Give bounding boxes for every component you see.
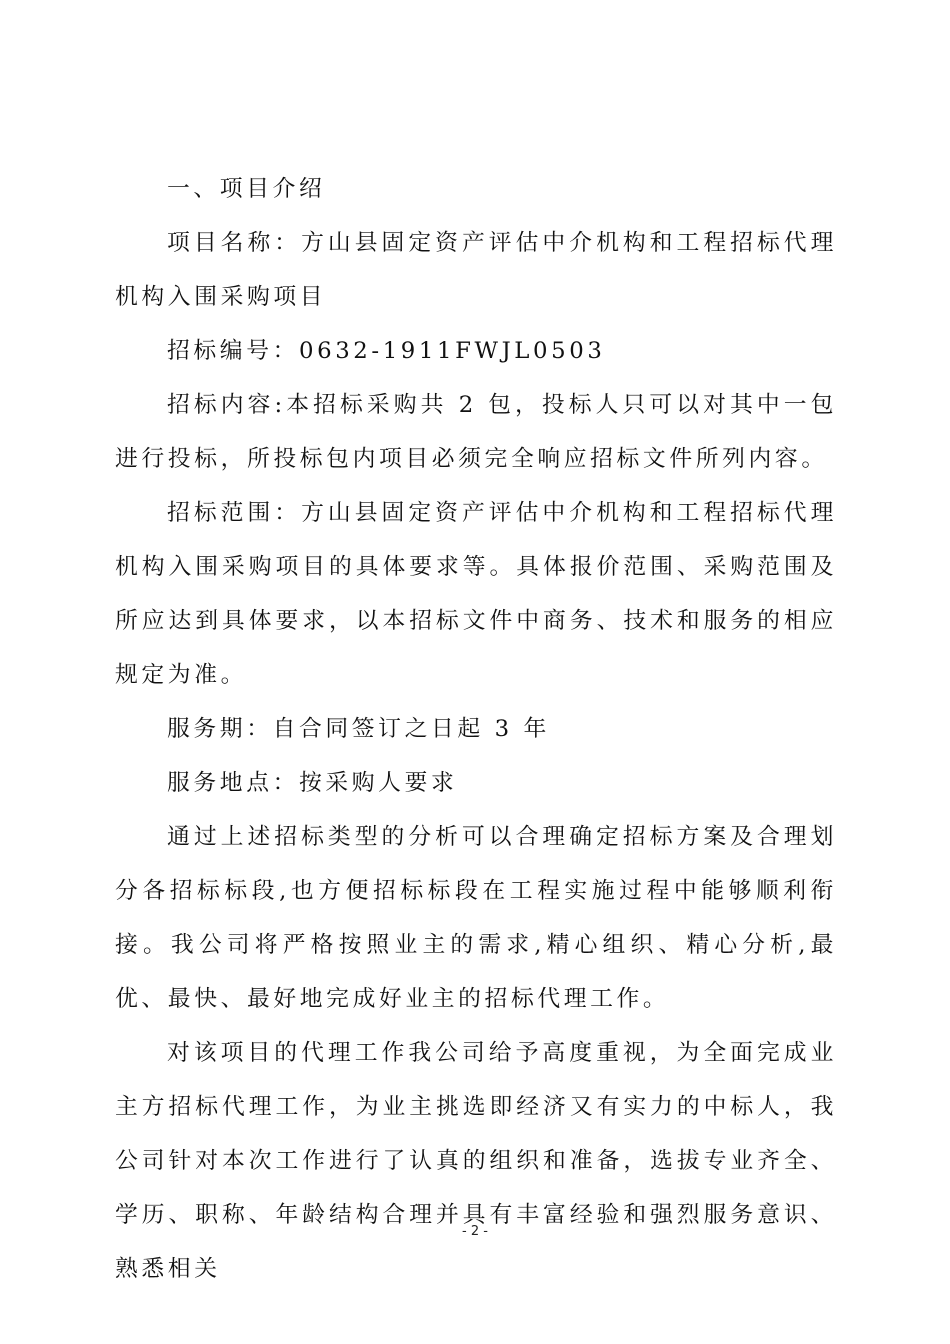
section-heading: 一、项目介绍: [167, 176, 326, 202]
paragraph-service-period: 服务期：自合同签订之日起 3 年: [167, 716, 550, 742]
paragraph-tender-scope: 招标范围：方山县固定资产评估中介机构和工程招标代理机构入围采购项目的具体要求等。具体报价范围、采购范围及所应达到具体要求，以本招标文件中商务、技术和服务的相应规定为准。: [115, 500, 837, 688]
page-number: - 2 -: [462, 1224, 488, 1239]
paragraph-tender-number: 招标编号：0632-1911FWJL0503: [167, 338, 606, 364]
paragraph-tender-content: 招标内容:本招标采购共 2 包，投标人只可以对其中一包进行投标，所投标包内项目必须完全响应招标文件所列内容。: [115, 392, 837, 472]
document-body: [115, 162, 837, 1296]
paragraph-project-name: 项目名称：方山县固定资产评估中介机构和工程招标代理机构入围采购项目: [115, 230, 837, 310]
paragraph-analysis: 通过上述招标类型的分析可以合理确定招标方案及合理划分各招标标段,也方便招标标段在工程实施过程中能够顺利衔接。我公司将严格按照业主的需求,精心组织、精心分析,最优、最快、最好地完成好业主的招标代理工作。: [115, 824, 837, 1012]
paragraph-commitment: 对该项目的代理工作我公司给予高度重视，为全面完成业主方招标代理工作，为业主挑选即经济又有实力的中标人，我公司针对本次工作进行了认真的组织和准备，选拔专业齐全、学历、职称、年龄结构合理并具有丰富经验和强烈服务意识、熟悉相关: [115, 1040, 837, 1282]
paragraph-service-location: 服务地点：按采购人要求: [167, 770, 458, 796]
